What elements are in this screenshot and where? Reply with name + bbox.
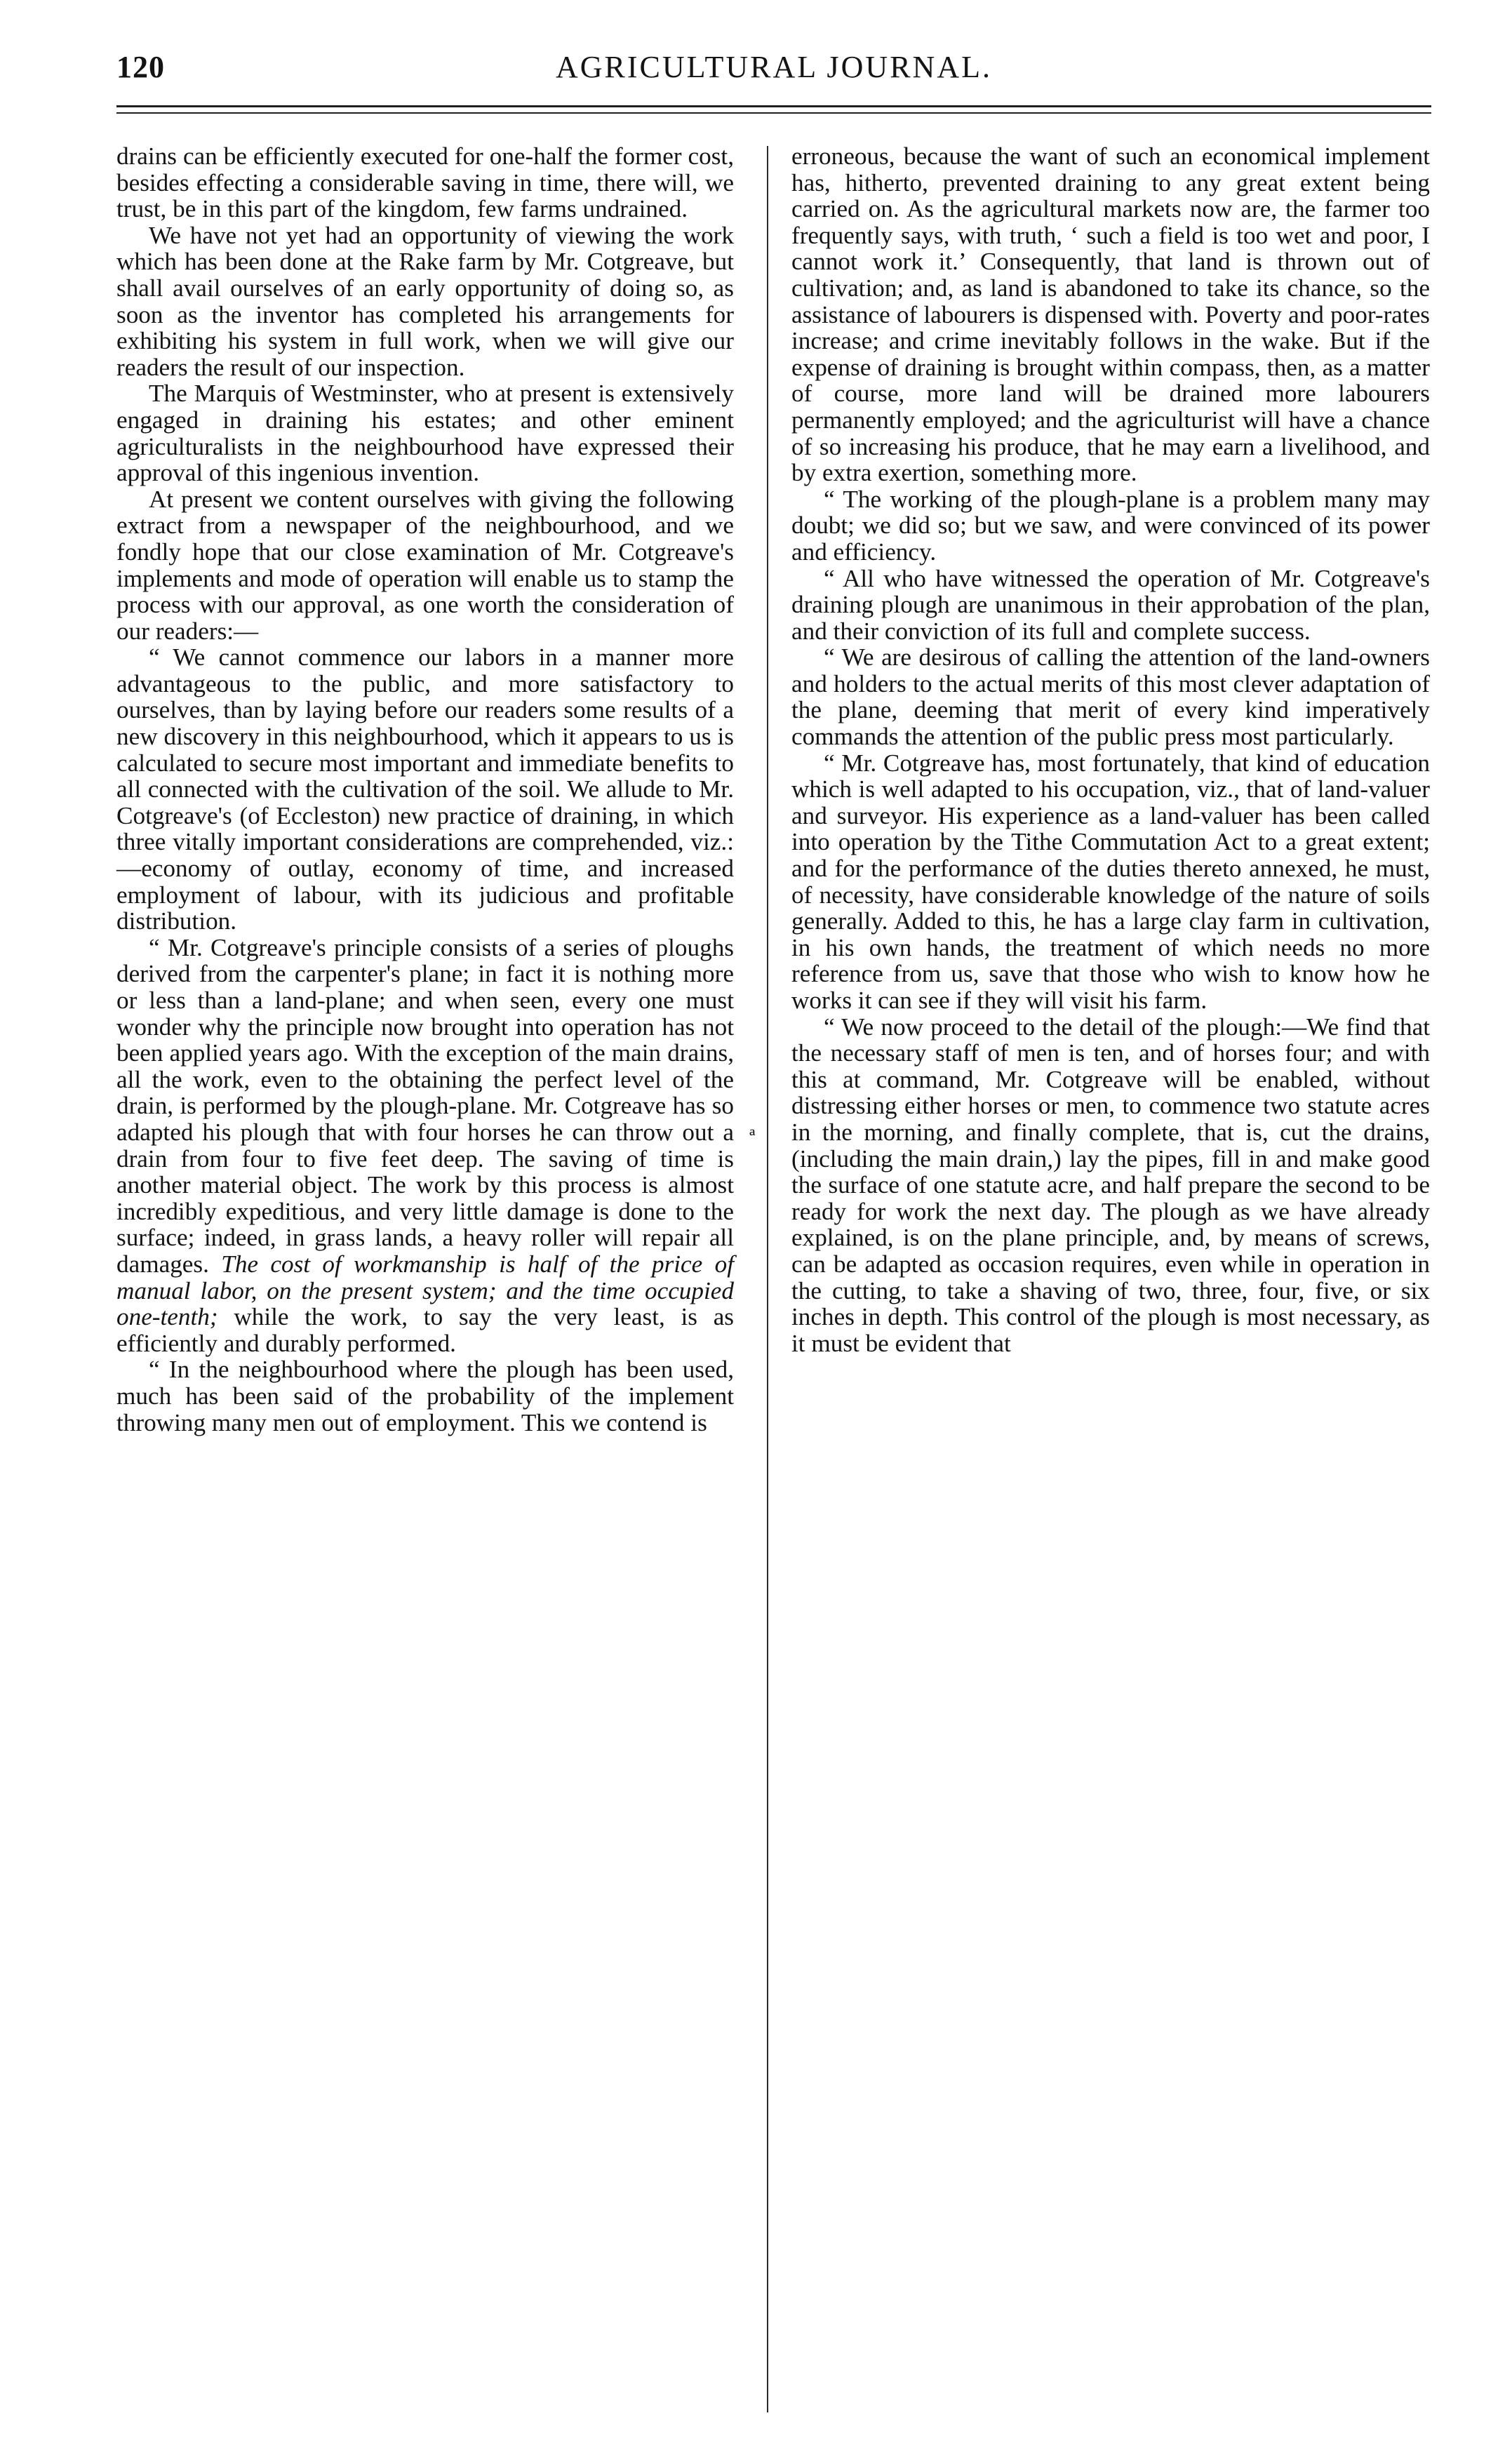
quoted-paragraph: “ The working of the plough-plane is a problem many may doubt; we did so; but we saw, and were convinced of its power and efficiency. <box>791 485 1430 566</box>
paragraph: We have not yet had an opportunity of viewing the work which has been done at the Rake farm by Mr. Cotgreave, but shall avail ourselves of an early opportunity of doing so, as soon as the inventor has completed his arrangements for exhibiting his system in full work, when we will give our readers the result of our inspection. <box>116 221 734 381</box>
quoted-paragraph <box>116 935 734 1357</box>
paragraph: At present we content ourselves with giving the following extract from a newspaper of the neighbourhood, and we fondly hope that our close examination of Mr. Cotgreave's implements and mode of operation will enable us to stamp the process with our approval, as one worth the consideration of our readers:— <box>116 485 734 645</box>
margin-mark: ª <box>749 1126 756 1149</box>
page-number: 120 <box>116 50 165 84</box>
paragraph: The Marquis of Westminster, who at present is extensively engaged in draining his estates; and other eminent agriculturalists in the neighbourhood have expressed their approval of this ingenious invention. <box>116 380 734 487</box>
paragraph: erroneous, because the want of such an economical implement has, hitherto, prevented draining to any great extent being carried on. As the agricultural markets now are, the farmer too frequently says, with truth, ‘ such a field is too wet and poor, I cannot work it.’ Consequently, that land is thrown out of cultivation; and, as land is abandoned to take its chance, so the assistance of labourers is dispensed with. Poverty and poor-rates increase; and crime inevitably follows in the wake. But if the expense of draining is brought within compass, then, as a matter of course, more land will be drained more labourers permanently employed; and the agriculturist will have a chance of so increasing his produce, that he may earn a livelihood, and by extra exertion, something more. <box>791 142 1430 487</box>
quoted-paragraph: “ We are desirous of calling the attention of the land-owners and holders to the actual merits of this most clever adaptation of the plane, deeming that merit of every kind imperatively commands the attention of the public press most particularly. <box>791 643 1430 751</box>
header-rule-bottom <box>116 112 1431 114</box>
left-column <box>116 143 734 1436</box>
quoted-paragraph: “ We now proceed to the detail of the plough:—We find that the necessary staff of men is ten, and of horses four; and with this at command, Mr. Cotgreave will be enabled, without distressing either horses or men, to commence two statute acres in the morning, and finally complete, that is, cut the drains, (including the main drain,) lay the pipes, fill in and make good the surface of one statute acre, and half prepare the second to be ready for work the next day. The plough as we have already explained, is on the plane principle, and, by means of screws, can be adapted as occasion requires, even while in operation in the cutting, to take a shaving of two, three, four, five, or six inches in depth. This control of the plough is most necessary, as it must be evident that <box>791 1013 1430 1357</box>
right-column <box>791 143 1430 1356</box>
page-header <box>116 49 1431 98</box>
quoted-paragraph: “ Mr. Cotgreave has, most fortunately, that kind of education which is well adapted to his occupation, viz., that of land-valuer and surveyor. His experience as a land-valuer has been called into operation by the Tithe Commutation Act to a great extent; and for the performance of the duties thereto annexed, he must, of necessity, have considerable knowledge of the nature of soils generally. Added to this, he has a large clay farm in cultivation, in his own hands, the treatment of which needs no more reference from us, save that those who wish to know how he works it can see if they will visit his farm. <box>791 749 1430 1014</box>
column-divider <box>767 146 768 2412</box>
header-rule-top <box>116 105 1431 107</box>
quoted-paragraph: “ All who have witnessed the operation of Mr. Cotgreave's draining plough are unanimous in their approbation of the plan, and their conviction of its full and complete success. <box>791 564 1430 645</box>
quoted-paragraph: “ In the neighbourhood where the plough has been used, much has been said of the probability of the implement throwing many men out of employment. This we contend is <box>116 1356 734 1436</box>
running-title: AGRICULTURAL JOURNAL. <box>556 50 992 84</box>
paragraph-text: while the work, to say the very least, is as efficiently and durably performed. <box>116 1303 735 1357</box>
paragraph-text: “ Mr. Cotgreave's principle consists of a series of ploughs derived from the carpenter's plane; in fact it is nothing more or less than a land-plane; and when seen, every one must wonder why the principle now brought into operation has not been applied years ago. With the exception of the main drains, all the work, even to the obtaining the perfect level of the drain, is performed by the plough-plane. Mr. Cotgreave has so adapted his plough that with four horses he can throw out a drain from four to five feet deep. The saving of time is another material object. The work by this process is almost incredibly expeditious, and very little damage is done to the surface; indeed, in grass lands, a heavy roller will repair all damages. <box>116 933 734 1278</box>
quoted-paragraph: “ We cannot commence our labors in a manner more advantageous to the public, and more satisfactory to ourselves, than by laying before our readers some results of a new discovery in this neighbourhood, which it appears to us is calculated to secure most important and immediate benefits to all connected with the cultivation of the soil. We allude to Mr. Cotgreave's (of Eccleston) new practice of draining, in which three vitally important considerations are comprehended, viz.:—economy of outlay, economy of time, and increased employment of labour, with its judicious and profitable distribution. <box>116 643 734 935</box>
italic-emphasis: The cost of workmanship is half of the price of manual labor, on the present system; and the time occupied one-tenth; <box>116 1250 735 1331</box>
paragraph: drains can be efficiently executed for one-half the former cost, besides effecting a considerable saving in time, there will, we trust, be in this part of the kingdom, few farms undrained. <box>116 142 734 223</box>
